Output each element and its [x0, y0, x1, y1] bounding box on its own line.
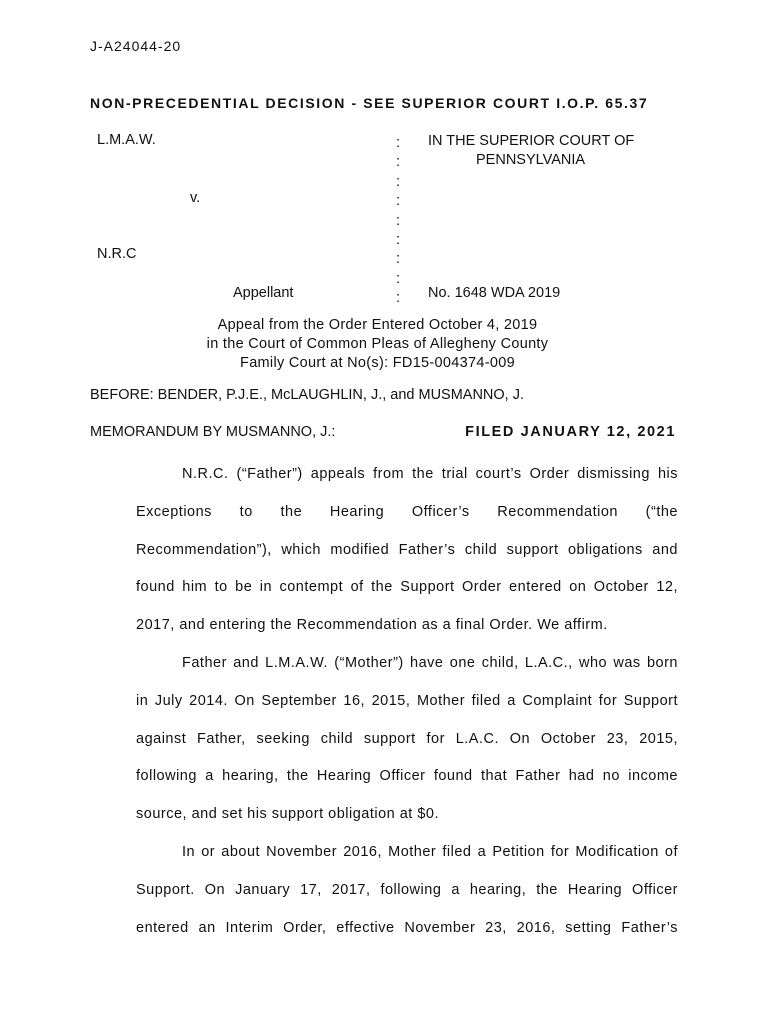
paragraph — [90, 645, 678, 834]
caption-colon: : — [396, 232, 401, 249]
text-line: found him to be in contempt of the Support Order entered on October 12, — [136, 579, 678, 596]
text-line: N.R.C. (“Father”) appeals from the trial court’s Order dismissing his — [182, 466, 678, 482]
text-line: Support. On January 17, 2017, following a hearing, the Hearing Officer — [136, 881, 678, 898]
caption-colon: : — [396, 251, 401, 268]
memorandum-author: MEMORANDUM BY MUSMANNO, J.: — [90, 424, 336, 440]
caption-colon: : — [396, 154, 401, 171]
party-appellee: L.M.A.W. — [97, 132, 156, 148]
docket-number: J-A24044-20 — [90, 38, 182, 54]
appeal-info-line: Family Court at No(s): FD15-004374-009 — [240, 355, 515, 371]
text-line: in July 2014. On September 16, 2015, Mother filed a Complaint for Support — [136, 692, 678, 709]
opinion-body — [90, 456, 678, 947]
text-line: entered an Interim Order, effective November 23, 2016, setting Father’s — [136, 919, 678, 936]
caption-divider — [396, 134, 406, 309]
caption-colon: : — [396, 290, 401, 307]
text-line: Recommendation”), which modified Father’s child support obligations and — [136, 541, 678, 558]
caption-colon: : — [396, 212, 401, 229]
paragraph — [90, 834, 678, 947]
appellant-label: Appellant — [233, 285, 294, 301]
filed-date: FILED JANUARY 12, 2021 — [465, 424, 676, 440]
caption-colon: : — [396, 135, 401, 151]
text-line: source, and set his support obligation at $0. — [136, 806, 440, 823]
party-appellant: N.R.C — [97, 246, 137, 262]
appeal-info-line: Appeal from the Order Entered October 4, 2019 — [217, 317, 538, 333]
court-name-line: PENNSYLVANIA — [476, 152, 586, 168]
appeal-information — [120, 316, 635, 373]
text-line: Father and L.M.A.W. (“Mother”) have one child, L.A.C., who was born — [182, 654, 678, 671]
caption-colon: : — [396, 270, 401, 287]
appeal-info-line: in the Court of Common Pleas of Allegheny County — [206, 336, 549, 352]
non-precedential-heading: NON-PRECEDENTIAL DECISION - SEE SUPERIOR COURT I.O.P. 65.37 — [90, 95, 649, 111]
text-line: 2017, and entering the Recommendation as a final Order. We affirm. — [136, 617, 608, 634]
caption-colon: : — [396, 193, 401, 210]
text-line: following a hearing, the Hearing Officer found that Father had no income — [136, 768, 678, 785]
court-name — [428, 132, 634, 170]
text-line: In or about November 2016, Mother filed a Petition for Modification of — [182, 843, 678, 860]
text-line: against Father, seeking child support for L.A.C. On October 23, 2015, — [136, 730, 678, 747]
court-name-line: IN THE SUPERIOR COURT OF — [428, 133, 635, 149]
case-number: No. 1648 WDA 2019 — [428, 285, 561, 301]
versus-label: v. — [190, 190, 201, 206]
text-line: Exceptions to the Hearing Officer’s Recommendation (“the — [136, 503, 678, 520]
paragraph — [90, 456, 678, 645]
caption-colon: : — [396, 173, 401, 190]
panel-judges: BEFORE: BENDER, P.J.E., McLAUGHLIN, J., and MUSMANNO, J. — [90, 387, 525, 403]
